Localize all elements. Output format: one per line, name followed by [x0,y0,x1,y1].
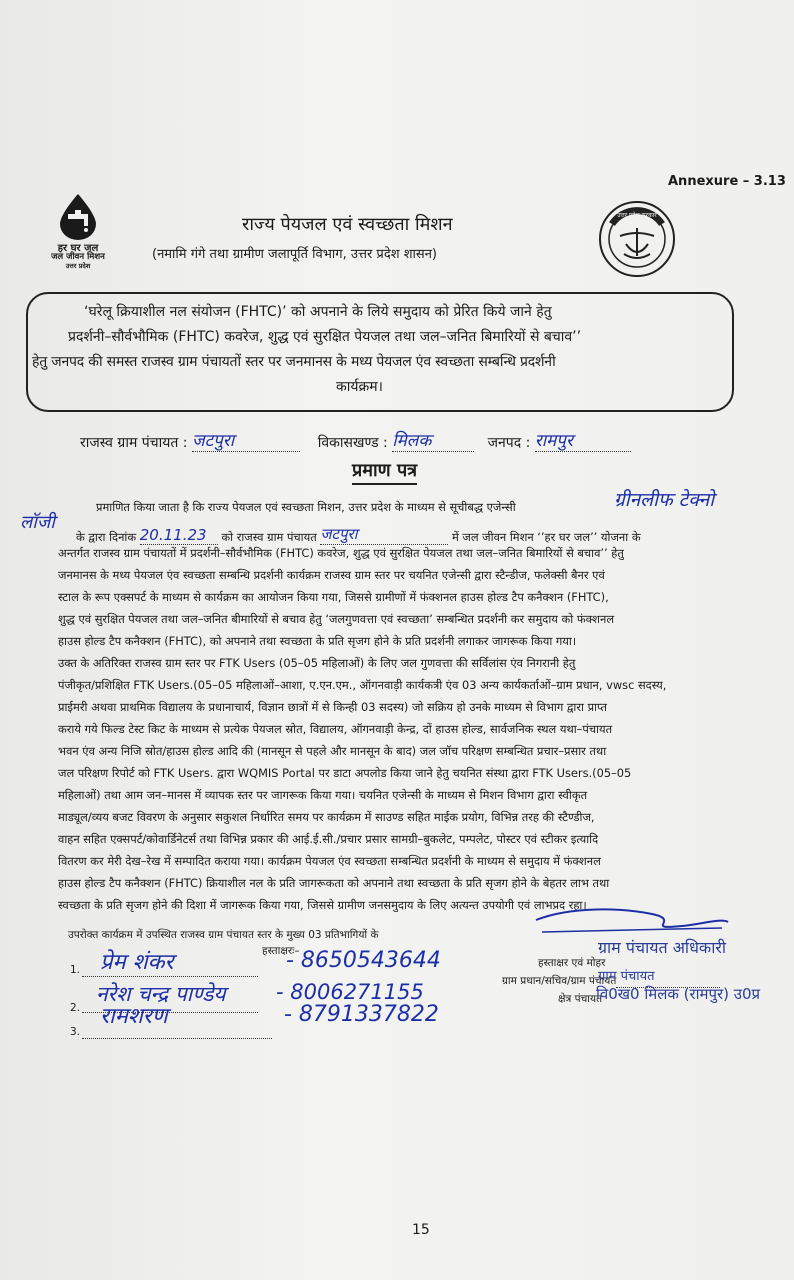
body-line: स्टाल के रूप एक्सपर्ट के माध्यम से कार्यक्रम का आयोजन किया गया, जिससे ग्रामीणों में फंक्शनल हाउस होल्ड टैप कनैक्शन (FHTC), [58,590,609,604]
participant-name: प्रेम शंकर [100,950,174,975]
body-line: हाउस होल्ड टैप कनैक्शन (FHTC), को अपनाने तथा स्वच्छता के प्रति सृजग होने के प्रति प्रदर्शनी लगाकर जागरूक किया गया। [58,634,577,648]
gram-again-value: जटपुरा [320,525,358,543]
body-line: भवन एंव अन्य निजि स्रोत/हाउस होल्ड आदि की (मानसून से पहले और मानसून के बाद) जल जॉच परिक्षण सम्बन्धित प्रचार–प्रसार तथा [58,744,607,758]
body-line: अन्तर्गत राजस्व ग्राम पंचायतों में प्रदर्शनी–सौर्वभौमिक (FHTC) कवरेज, शुद्ध एवं सुरक्षित पेयजल तथा जल–जनित बिमारियों से बचाव’’ हेतु [58,546,624,560]
agency-name-cont: लॉजी [20,512,55,533]
certificate-title: प्रमाण पत्र [352,458,417,485]
kshetra-label: क्षेत्र पंचायत [558,993,603,1005]
participant-number: 3. [70,1026,81,1038]
body-line: पंजीकृत/प्रशिक्षित FTK Users.(05–05 महिलाओं–आशा, ए.एन.एम., ऑगनवाड़ी कार्यकत्री एंव 03 अन्य कार्यकर्ताओं–ग्राम प्रधान, vwsc सदस्य, [58,678,667,692]
participants-sign-label: हस्ताक्षरः– [262,945,300,957]
up-government-seal [598,200,676,278]
program-line: कार्यक्रम। [336,379,383,395]
participant-name: रामशरण [100,1004,168,1029]
date-field [140,526,218,545]
annexure-label: Annexure – 3.13 [668,174,786,189]
page-number: 15 [412,1222,430,1238]
logo-line: जल जीवन मिशन [51,252,105,262]
district-label: जनपद : [487,435,531,451]
date-label: के द्वारा दिनांक [76,530,137,544]
participant-phone: - 8006271155 [276,980,424,1004]
body-line: वाहन सहित एक्सपर्ट/कोवार्डिनेटर्स तथा विभिन्न प्रकार की आई.ई.सी./प्रचार प्रसार सामग्री–बुकलेट, पम्पलेट, पोस्टर एवं स्टीकर इत्यादि [58,832,599,846]
body-line: कराये गये फिल्ड टेस्ट किट के माध्यम से प्रत्येक पेयजल स्रोत, विद्यालय, ऑगनवाड़ी केन्द्र, दों हाउस होल्ड, सार्वजनिक स्थल यथा–पंचायत [58,722,613,736]
participants-intro: उपरोक्त कार्यक्रम में उपस्थित राजस्व ग्राम पंचायत स्तर के मुख्य 03 प्रतिभागियों के [68,929,379,941]
program-line: हेतु जनपद की समस्त राजस्व ग्राम पंचायतों स्तर पर जनमानस के मध्य पेयजल एंव स्वच्छता सम्बन्धि प्रदर्शनी [32,354,556,370]
program-title-box [26,292,734,412]
body-line: जनमानस के मध्य पेयजल एंव स्वच्छता सम्बन्धि प्रदर्शनी कार्यक्रम राजस्व ग्राम स्तर पर चयनित एजेन्सी द्वारा स्टैन्डीज, फलेक्सी बैनर एवं [58,568,605,582]
seal-text: उत्तर प्रदेश सरकार [617,212,657,219]
body-line: वितरण कर मेरी देख–रेख में सम्पादित कराया गया। कार्यक्रम पेयजल एंव स्वच्छता सम्बन्धित प्रदर्शनी के माध्यम से समुदाय में फंक्शनल [58,854,601,868]
gram-panchayat-field [192,428,300,452]
gram-again-field [320,524,448,545]
body-line-first: प्रमाणित किया जाता है कि राज्य पेयजल एवं स्वच्छता मिशन, उत्तर प्रदेश के माध्यम से सूचीबद्ध एजेन्सी [96,500,516,514]
pradhan-label-text: ग्राम प्रधान/सचिव/ग्राम पंचायत [502,975,617,987]
gram-panchayat-label: राजस्व ग्राम पंचायत : [80,435,188,451]
agency-name: ग्रीनलीफ टेक्नो [614,489,715,511]
program-line: ‘घरेलू क्रियाशील नल संयोजन (FHTC)’ को अपनाने के लिये समुदाय को प्रेरित किये जाने हेतु [84,304,552,320]
officer-stamp-block: वि0ख0 मिलक (रामपुर) उ0प्र [596,985,761,1003]
body-line: प्राईमरी अथवा प्राथमिक विद्यालय के प्रधानाचार्य, विज्ञान छात्रों में से किन्ही 03 सदस्य) जो सक्रिय हो उनके माध्यम से विभाग द्वारा प्राप्त [58,700,608,714]
scheme-text: में जल जीवन मिशन ‘’हर घर जल’’ योजना के [451,530,641,544]
body-line: स्वच्छता के प्रति सृजग होने की दिशा में जागरूक किया गया, जिससे ग्रामीण जनसमुदाय के लिए अत्यन्त उपयोगी एवं लाभप्रद रहा। [58,898,587,912]
body-line: हाउस होल्ड टैप कनैक्शन (FHTC) क्रियाशील नल के प्रति जागरूकता को अपनाने तथा स्वच्छता के प्रति सृजग होने के बेहतर लाभ तथा [58,876,610,890]
body-line: जल परिक्षण रिपोर्ट को FTK Users. द्वारा WQMIS Portal पर डाटा अपलोड किया जाने हेतु चयनित संस्था द्वारा FTK Users.(05–05 [58,766,632,780]
gram-panchayat-value: जटपुरा [191,431,235,451]
body-line: माड्यूल/व्यय बजट विवरण के अनुसार सकुशल निर्धारित समय पर कार्यक्रम में साउण्ड सहित माईक प्रयोग, विभिन्न तरह की स्टैण्डीज, [58,810,595,824]
body-line: उक्त के अतिरिक्त राजस्व ग्राम स्तर पर FTK Users (05–05 महिलाओं) के लिए जल गुणवत्ता की सर्विलांस एंव निगरानी हेतु [58,656,576,670]
participant-number: 2. [70,1002,81,1014]
block-label: विकासखण्ड : [317,435,388,451]
logo-line: उत्तर प्रदेश [65,262,91,270]
body-line-second [76,524,641,545]
mission-subtitle: (नमामि गंगे तथा ग्रामीण जलापूर्ति विभाग, उत्तर प्रदेश शासन) [152,247,437,262]
block-value: मिलक [392,431,432,451]
officer-stamp-designation: ग्राम पंचायत अधिकारी [598,938,727,957]
officer-stamp-gram: ग्राम पंचायत [598,969,655,984]
district-field [535,428,631,452]
logo-caption [38,244,118,271]
participant-phone: - 8650543644 [286,948,441,973]
body-line: शुद्ध एवं सुरक्षित पेयजल तथा जल–जनित बीमारियों से बचाव हेतु ‘जलगुणवत्ता एवं स्वच्छता’ सम्बन्धित प्रदर्शनी कर समुदाय को फंक्शनल [58,612,615,626]
officer-sign-label: हस्ताक्षर एवं मोहर [538,957,606,969]
gram-again-label: को राजस्व ग्राम पंचायत [221,530,317,544]
date-value: 20.11.23 [139,526,207,544]
district-value: रामपुर [534,431,573,451]
participant-phone: - 8791337822 [284,1002,439,1027]
participant-name: नरेश चन्द्र पाण्डेय [96,982,226,1006]
mission-title: राज्य पेयजल एवं स्वच्छता मिशन [242,214,453,235]
water-drop-tap-icon [56,192,100,240]
location-fields [80,428,631,452]
participant-number: 1. [70,964,81,976]
program-line: प्रदर्शनी–सौर्वभौमिक (FHTC) कवरेज, शुद्ध एवं सुरक्षित पेयजल तथा जल–जनित बिमारियों से बचाव’’ [68,329,582,345]
block-field [392,428,474,452]
logo-line: हर घर जल [57,243,99,254]
body-line: महिलाओं) तथा आम जन–मानस में व्यापक स्तर पर जागरूक किया गया। चयनित एजेन्सी के माध्यम से मिशन विभाग द्वारा स्वीकृत [58,788,588,802]
